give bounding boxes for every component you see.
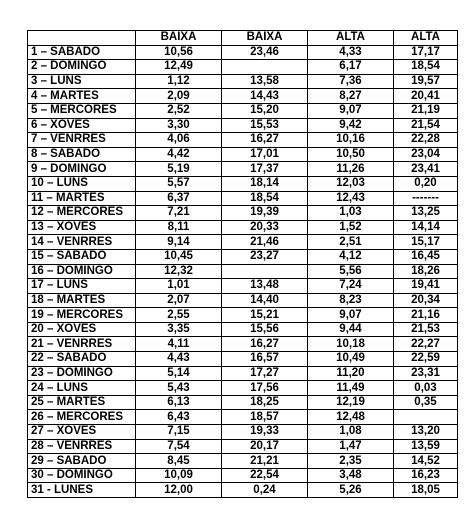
high-tide-2-cell: 20,41 bbox=[394, 89, 458, 104]
low-tide-1-cell: 7,21 bbox=[136, 206, 222, 221]
low-tide-1-cell: 5,43 bbox=[136, 381, 222, 396]
low-tide-1-cell: 1,12 bbox=[136, 74, 222, 89]
low-tide-1-cell: 6,13 bbox=[136, 395, 222, 410]
high-tide-2-cell: 21,53 bbox=[394, 322, 458, 337]
low-tide-2-cell: 19,39 bbox=[222, 206, 308, 221]
high-tide-2-cell: 0,35 bbox=[394, 395, 458, 410]
day-cell: 1 – SABADO bbox=[28, 45, 136, 60]
high-tide-1-cell: 12,19 bbox=[308, 395, 394, 410]
high-tide-2-cell: 18,54 bbox=[394, 60, 458, 75]
high-tide-1-cell: 9,07 bbox=[308, 103, 394, 118]
table-row bbox=[28, 468, 458, 483]
table-row bbox=[28, 162, 458, 177]
high-tide-2-cell: 18,26 bbox=[394, 264, 458, 279]
low-tide-2-cell: 17,56 bbox=[222, 381, 308, 396]
high-tide-1-cell: 9,44 bbox=[308, 322, 394, 337]
low-tide-1-cell: 4,11 bbox=[136, 337, 222, 352]
day-column-header bbox=[28, 31, 136, 46]
table-row bbox=[28, 103, 458, 118]
low-tide-2-cell: 0,24 bbox=[222, 483, 308, 498]
day-cell: 14 – VENRRES bbox=[28, 235, 136, 250]
low-tide-2-header: BAIXA bbox=[222, 31, 308, 46]
low-tide-1-cell: 1,01 bbox=[136, 279, 222, 294]
day-cell: 23 – DOMINGO bbox=[28, 366, 136, 381]
low-tide-2-cell: 17,01 bbox=[222, 147, 308, 162]
day-cell: 5 – MERCORES bbox=[28, 103, 136, 118]
day-cell: 13 – XOVES bbox=[28, 220, 136, 235]
low-tide-2-cell: 14,43 bbox=[222, 89, 308, 104]
table-row bbox=[28, 235, 458, 250]
low-tide-1-cell: 8,11 bbox=[136, 220, 222, 235]
low-tide-2-cell: 23,46 bbox=[222, 45, 308, 60]
high-tide-1-cell: 12,48 bbox=[308, 410, 394, 425]
day-cell: 19 – MERCORES bbox=[28, 308, 136, 323]
table-row bbox=[28, 191, 458, 206]
low-tide-2-cell: 15,56 bbox=[222, 322, 308, 337]
low-tide-1-cell: 6,43 bbox=[136, 410, 222, 425]
high-tide-1-cell: 8,27 bbox=[308, 89, 394, 104]
low-tide-1-cell: 3,35 bbox=[136, 322, 222, 337]
high-tide-2-cell: 22,59 bbox=[394, 352, 458, 367]
table-row bbox=[28, 337, 458, 352]
high-tide-1-cell: 4,12 bbox=[308, 249, 394, 264]
table-row bbox=[28, 264, 458, 279]
low-tide-2-cell: 17,37 bbox=[222, 162, 308, 177]
day-cell: 4 – MARTES bbox=[28, 89, 136, 104]
low-tide-1-header: BAIXA bbox=[136, 31, 222, 46]
tide-table bbox=[27, 30, 458, 498]
table-row bbox=[28, 454, 458, 469]
low-tide-2-cell: 18,57 bbox=[222, 410, 308, 425]
low-tide-1-cell: 10,45 bbox=[136, 249, 222, 264]
high-tide-2-cell: 23,04 bbox=[394, 147, 458, 162]
header-row bbox=[28, 31, 458, 46]
day-cell: 17 – LUNS bbox=[28, 279, 136, 294]
low-tide-2-cell: 21,46 bbox=[222, 235, 308, 250]
high-tide-2-cell: 23,31 bbox=[394, 366, 458, 381]
day-cell: 25 – MARTES bbox=[28, 395, 136, 410]
table-row bbox=[28, 220, 458, 235]
day-cell: 30 – DOMINGO bbox=[28, 468, 136, 483]
low-tide-2-cell bbox=[222, 264, 308, 279]
table-row bbox=[28, 45, 458, 60]
high-tide-1-cell: 1,47 bbox=[308, 439, 394, 454]
day-cell: 6 – XOVES bbox=[28, 118, 136, 133]
high-tide-2-cell: 22,28 bbox=[394, 133, 458, 148]
day-cell: 11 – MARTES bbox=[28, 191, 136, 206]
table-row bbox=[28, 206, 458, 221]
low-tide-2-cell: 20,17 bbox=[222, 439, 308, 454]
high-tide-1-cell: 11,26 bbox=[308, 162, 394, 177]
low-tide-2-cell: 14,40 bbox=[222, 293, 308, 308]
day-cell: 16 – DOMINGO bbox=[28, 264, 136, 279]
day-cell: 28 – VENRRES bbox=[28, 439, 136, 454]
low-tide-1-cell: 2,55 bbox=[136, 308, 222, 323]
table-row bbox=[28, 395, 458, 410]
low-tide-1-cell: 5,14 bbox=[136, 366, 222, 381]
day-cell: 15 – SABADO bbox=[28, 249, 136, 264]
table-row bbox=[28, 74, 458, 89]
low-tide-1-cell: 4,06 bbox=[136, 133, 222, 148]
high-tide-1-cell: 9,42 bbox=[308, 118, 394, 133]
high-tide-1-cell: 6,17 bbox=[308, 60, 394, 75]
low-tide-1-cell: 7,54 bbox=[136, 439, 222, 454]
low-tide-1-cell: 12,49 bbox=[136, 60, 222, 75]
day-cell: 10 – LUNS bbox=[28, 176, 136, 191]
table-row bbox=[28, 425, 458, 440]
high-tide-2-cell: 21,19 bbox=[394, 103, 458, 118]
high-tide-2-cell: 18,05 bbox=[394, 483, 458, 498]
table-row bbox=[28, 133, 458, 148]
high-tide-2-header: ALTA bbox=[394, 31, 458, 46]
table-row bbox=[28, 308, 458, 323]
high-tide-2-cell: 15,17 bbox=[394, 235, 458, 250]
high-tide-1-cell: 5,26 bbox=[308, 483, 394, 498]
high-tide-1-cell: 1,03 bbox=[308, 206, 394, 221]
low-tide-2-cell: 16,27 bbox=[222, 337, 308, 352]
table-row bbox=[28, 176, 458, 191]
high-tide-2-cell: 14,52 bbox=[394, 454, 458, 469]
high-tide-1-cell: 7,24 bbox=[308, 279, 394, 294]
low-tide-1-cell: 7,15 bbox=[136, 425, 222, 440]
high-tide-2-cell: 0,03 bbox=[394, 381, 458, 396]
table-row bbox=[28, 118, 458, 133]
table-row bbox=[28, 366, 458, 381]
low-tide-2-cell: 18,25 bbox=[222, 395, 308, 410]
high-tide-1-cell: 11,20 bbox=[308, 366, 394, 381]
high-tide-2-cell: 21,16 bbox=[394, 308, 458, 323]
high-tide-1-cell: 5,56 bbox=[308, 264, 394, 279]
low-tide-1-cell: 12,32 bbox=[136, 264, 222, 279]
table-row bbox=[28, 60, 458, 75]
high-tide-2-cell: 23,41 bbox=[394, 162, 458, 177]
high-tide-1-header: ALTA bbox=[308, 31, 394, 46]
table-row bbox=[28, 279, 458, 294]
high-tide-2-cell: 19,57 bbox=[394, 74, 458, 89]
low-tide-2-cell: 19,33 bbox=[222, 425, 308, 440]
day-cell: 18 – MARTES bbox=[28, 293, 136, 308]
high-tide-2-cell: 13,25 bbox=[394, 206, 458, 221]
low-tide-1-cell: 8,45 bbox=[136, 454, 222, 469]
high-tide-2-cell: 16,45 bbox=[394, 249, 458, 264]
low-tide-1-cell: 9,14 bbox=[136, 235, 222, 250]
table-row bbox=[28, 381, 458, 396]
high-tide-2-cell: 22,27 bbox=[394, 337, 458, 352]
high-tide-2-cell: 16,23 bbox=[394, 468, 458, 483]
day-cell: 20 – XOVES bbox=[28, 322, 136, 337]
day-cell: 29 – SABADO bbox=[28, 454, 136, 469]
low-tide-1-cell: 2,07 bbox=[136, 293, 222, 308]
low-tide-1-cell: 4,43 bbox=[136, 352, 222, 367]
high-tide-1-cell: 4,33 bbox=[308, 45, 394, 60]
low-tide-2-cell: 15,53 bbox=[222, 118, 308, 133]
day-cell: 3 – LUNS bbox=[28, 74, 136, 89]
low-tide-1-cell: 4,42 bbox=[136, 147, 222, 162]
low-tide-1-cell: 3,30 bbox=[136, 118, 222, 133]
table-row bbox=[28, 249, 458, 264]
high-tide-1-cell: 10,18 bbox=[308, 337, 394, 352]
low-tide-2-cell: 21,21 bbox=[222, 454, 308, 469]
high-tide-1-cell: 1,52 bbox=[308, 220, 394, 235]
table-row bbox=[28, 147, 458, 162]
low-tide-1-cell: 6,37 bbox=[136, 191, 222, 206]
low-tide-2-cell: 22,54 bbox=[222, 468, 308, 483]
high-tide-1-cell: 7,36 bbox=[308, 74, 394, 89]
table-row bbox=[28, 439, 458, 454]
high-tide-2-cell: 14,14 bbox=[394, 220, 458, 235]
high-tide-1-cell: 10,50 bbox=[308, 147, 394, 162]
high-tide-2-cell: 21,54 bbox=[394, 118, 458, 133]
high-tide-2-cell bbox=[394, 410, 458, 425]
high-tide-1-cell: 10,49 bbox=[308, 352, 394, 367]
high-tide-2-cell: 17,17 bbox=[394, 45, 458, 60]
table-row bbox=[28, 483, 458, 498]
day-cell: 9 – DOMINGO bbox=[28, 162, 136, 177]
low-tide-1-cell: 2,52 bbox=[136, 103, 222, 118]
day-cell: 24 – LUNS bbox=[28, 381, 136, 396]
table-row bbox=[28, 322, 458, 337]
high-tide-1-cell: 9,07 bbox=[308, 308, 394, 323]
table-row bbox=[28, 89, 458, 104]
day-cell: 7 – VENRRES bbox=[28, 133, 136, 148]
tide-table-body bbox=[28, 45, 458, 497]
table-row bbox=[28, 293, 458, 308]
day-cell: 21 – VENRRES bbox=[28, 337, 136, 352]
high-tide-2-cell: 13,59 bbox=[394, 439, 458, 454]
low-tide-1-cell: 5,19 bbox=[136, 162, 222, 177]
low-tide-2-cell: 20,33 bbox=[222, 220, 308, 235]
high-tide-1-cell: 12,03 bbox=[308, 176, 394, 191]
low-tide-1-cell: 10,09 bbox=[136, 468, 222, 483]
high-tide-1-cell: 10,16 bbox=[308, 133, 394, 148]
high-tide-1-cell: 11,49 bbox=[308, 381, 394, 396]
low-tide-2-cell: 18,54 bbox=[222, 191, 308, 206]
high-tide-1-cell: 2,35 bbox=[308, 454, 394, 469]
low-tide-2-cell: 13,58 bbox=[222, 74, 308, 89]
low-tide-2-cell: 17,27 bbox=[222, 366, 308, 381]
day-cell: 12 – MERCORES bbox=[28, 206, 136, 221]
day-cell: 27 – XOVES bbox=[28, 425, 136, 440]
low-tide-1-cell: 5,57 bbox=[136, 176, 222, 191]
low-tide-2-cell: 15,20 bbox=[222, 103, 308, 118]
high-tide-1-cell: 1,08 bbox=[308, 425, 394, 440]
low-tide-2-cell: 15,21 bbox=[222, 308, 308, 323]
high-tide-1-cell: 12,43 bbox=[308, 191, 394, 206]
high-tide-1-cell: 3,48 bbox=[308, 468, 394, 483]
low-tide-2-cell bbox=[222, 60, 308, 75]
high-tide-2-cell: 20,34 bbox=[394, 293, 458, 308]
low-tide-2-cell: 13,48 bbox=[222, 279, 308, 294]
low-tide-1-cell: 2,09 bbox=[136, 89, 222, 104]
table-row bbox=[28, 410, 458, 425]
table-row bbox=[28, 352, 458, 367]
high-tide-2-cell: 13,20 bbox=[394, 425, 458, 440]
day-cell: 22 – SABADO bbox=[28, 352, 136, 367]
day-cell: 2 – DOMINGO bbox=[28, 60, 136, 75]
high-tide-2-cell: 19,41 bbox=[394, 279, 458, 294]
low-tide-2-cell: 16,57 bbox=[222, 352, 308, 367]
high-tide-2-cell: 0,20 bbox=[394, 176, 458, 191]
high-tide-2-cell: ------- bbox=[394, 191, 458, 206]
day-cell: 8 – SABADO bbox=[28, 147, 136, 162]
day-cell: 31 - LUNES bbox=[28, 483, 136, 498]
low-tide-1-cell: 12,00 bbox=[136, 483, 222, 498]
high-tide-1-cell: 2,51 bbox=[308, 235, 394, 250]
low-tide-2-cell: 23,27 bbox=[222, 249, 308, 264]
low-tide-2-cell: 16,27 bbox=[222, 133, 308, 148]
day-cell: 26 – MERCORES bbox=[28, 410, 136, 425]
low-tide-2-cell: 18,14 bbox=[222, 176, 308, 191]
high-tide-1-cell: 8,23 bbox=[308, 293, 394, 308]
low-tide-1-cell: 10,56 bbox=[136, 45, 222, 60]
